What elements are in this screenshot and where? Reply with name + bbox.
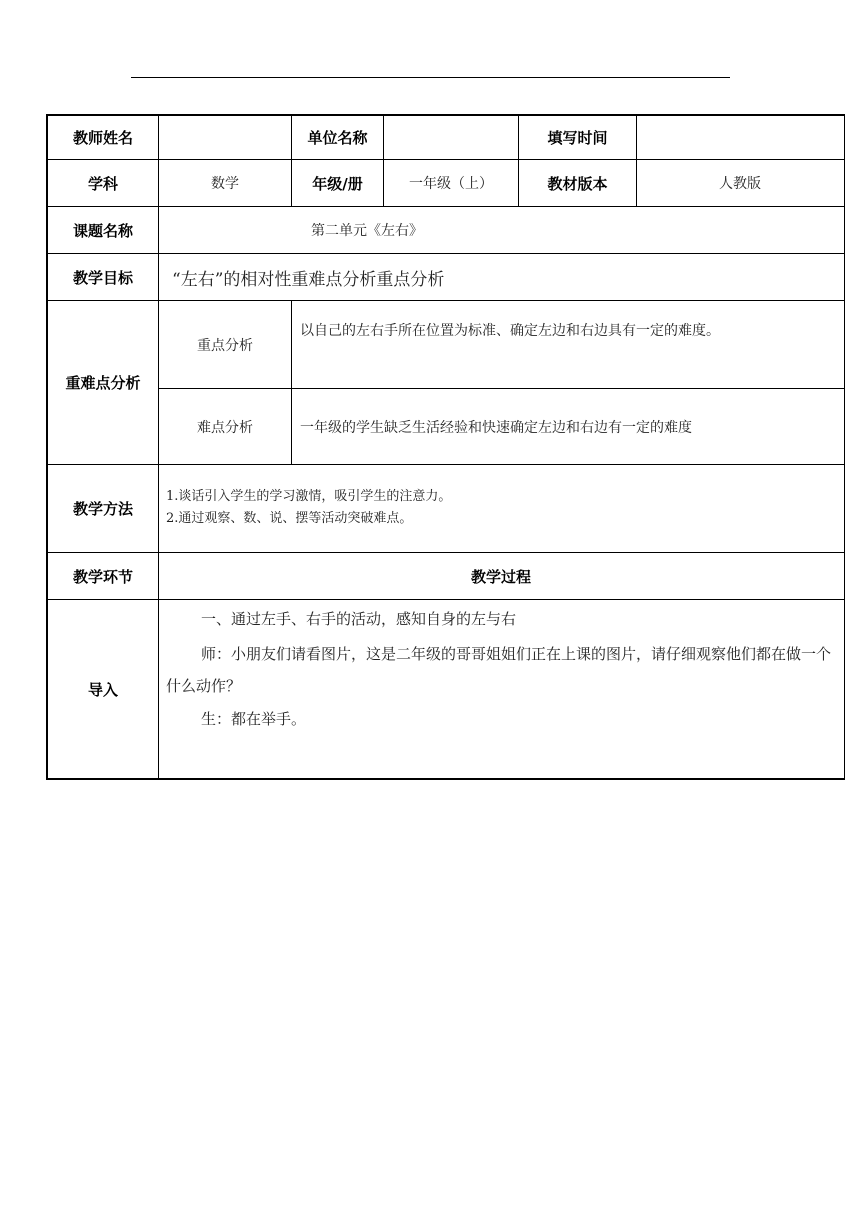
key-difficult-label: 重难点分析 xyxy=(65,374,141,392)
intro-paragraph: 师：小朋友们请看图片，这是二年级的哥哥姐姐们正在上课的图片，请仔细观察他们都在做一个什么动作？ xyxy=(166,645,832,695)
method-list xyxy=(166,486,836,536)
topic-value: 第二单元《左右》 xyxy=(311,223,423,239)
difficult-point-label: 难点分析 xyxy=(197,419,253,436)
goal-label: 教学目标 xyxy=(72,268,133,287)
subject-value: 数学 xyxy=(211,176,239,192)
fill-time-value xyxy=(637,116,843,159)
topic-label: 课题名称 xyxy=(72,221,133,240)
key-point-value: 以自己的左右手所在位置为标准、确定左边和右边具有一定的难度。 xyxy=(300,323,720,339)
teacher-name-label: 教师姓名 xyxy=(72,129,133,147)
intro-content xyxy=(166,604,840,774)
key-point-label: 重点分析 xyxy=(197,337,253,354)
method-item: 1.谈话引入学生的学习激情，吸引学生的注意力。 xyxy=(166,489,452,504)
subject-label: 学科 xyxy=(87,174,118,193)
row-divider xyxy=(46,464,845,465)
intro-label: 导入 xyxy=(87,680,118,699)
goal-value: “左右”的相对性重难点分析重点分析 xyxy=(172,269,445,290)
unit-name-label: 单位名称 xyxy=(307,129,368,147)
column-divider xyxy=(291,300,292,464)
stage-header: 教学环节 xyxy=(72,567,133,586)
difficult-point-value: 一年级的学生缺乏生活经验和快速确定左边和右边有一定的难度 xyxy=(300,419,692,436)
intro-paragraph: 一、通过左手、右手的活动，感知自身的左与右 xyxy=(201,610,517,628)
method-label: 教学方法 xyxy=(72,500,133,518)
method-item: 2.通过观察、数、说、摆等活动突破难点。 xyxy=(166,511,413,526)
lesson-plan-table xyxy=(46,114,845,780)
textbook-label: 教材版本 xyxy=(547,174,608,193)
textbook-value: 人教版 xyxy=(719,176,761,192)
fill-time-label: 填写时间 xyxy=(547,129,608,147)
process-header: 教学过程 xyxy=(470,567,531,586)
header-rule xyxy=(131,77,730,78)
unit-name-value xyxy=(384,116,518,159)
teacher-name-value xyxy=(159,116,291,159)
grade-label: 年级/册 xyxy=(312,174,363,193)
grade-value: 一年级（上） xyxy=(409,176,493,192)
intro-paragraph: 生：都在举手。 xyxy=(201,710,307,728)
row-divider xyxy=(46,599,845,600)
